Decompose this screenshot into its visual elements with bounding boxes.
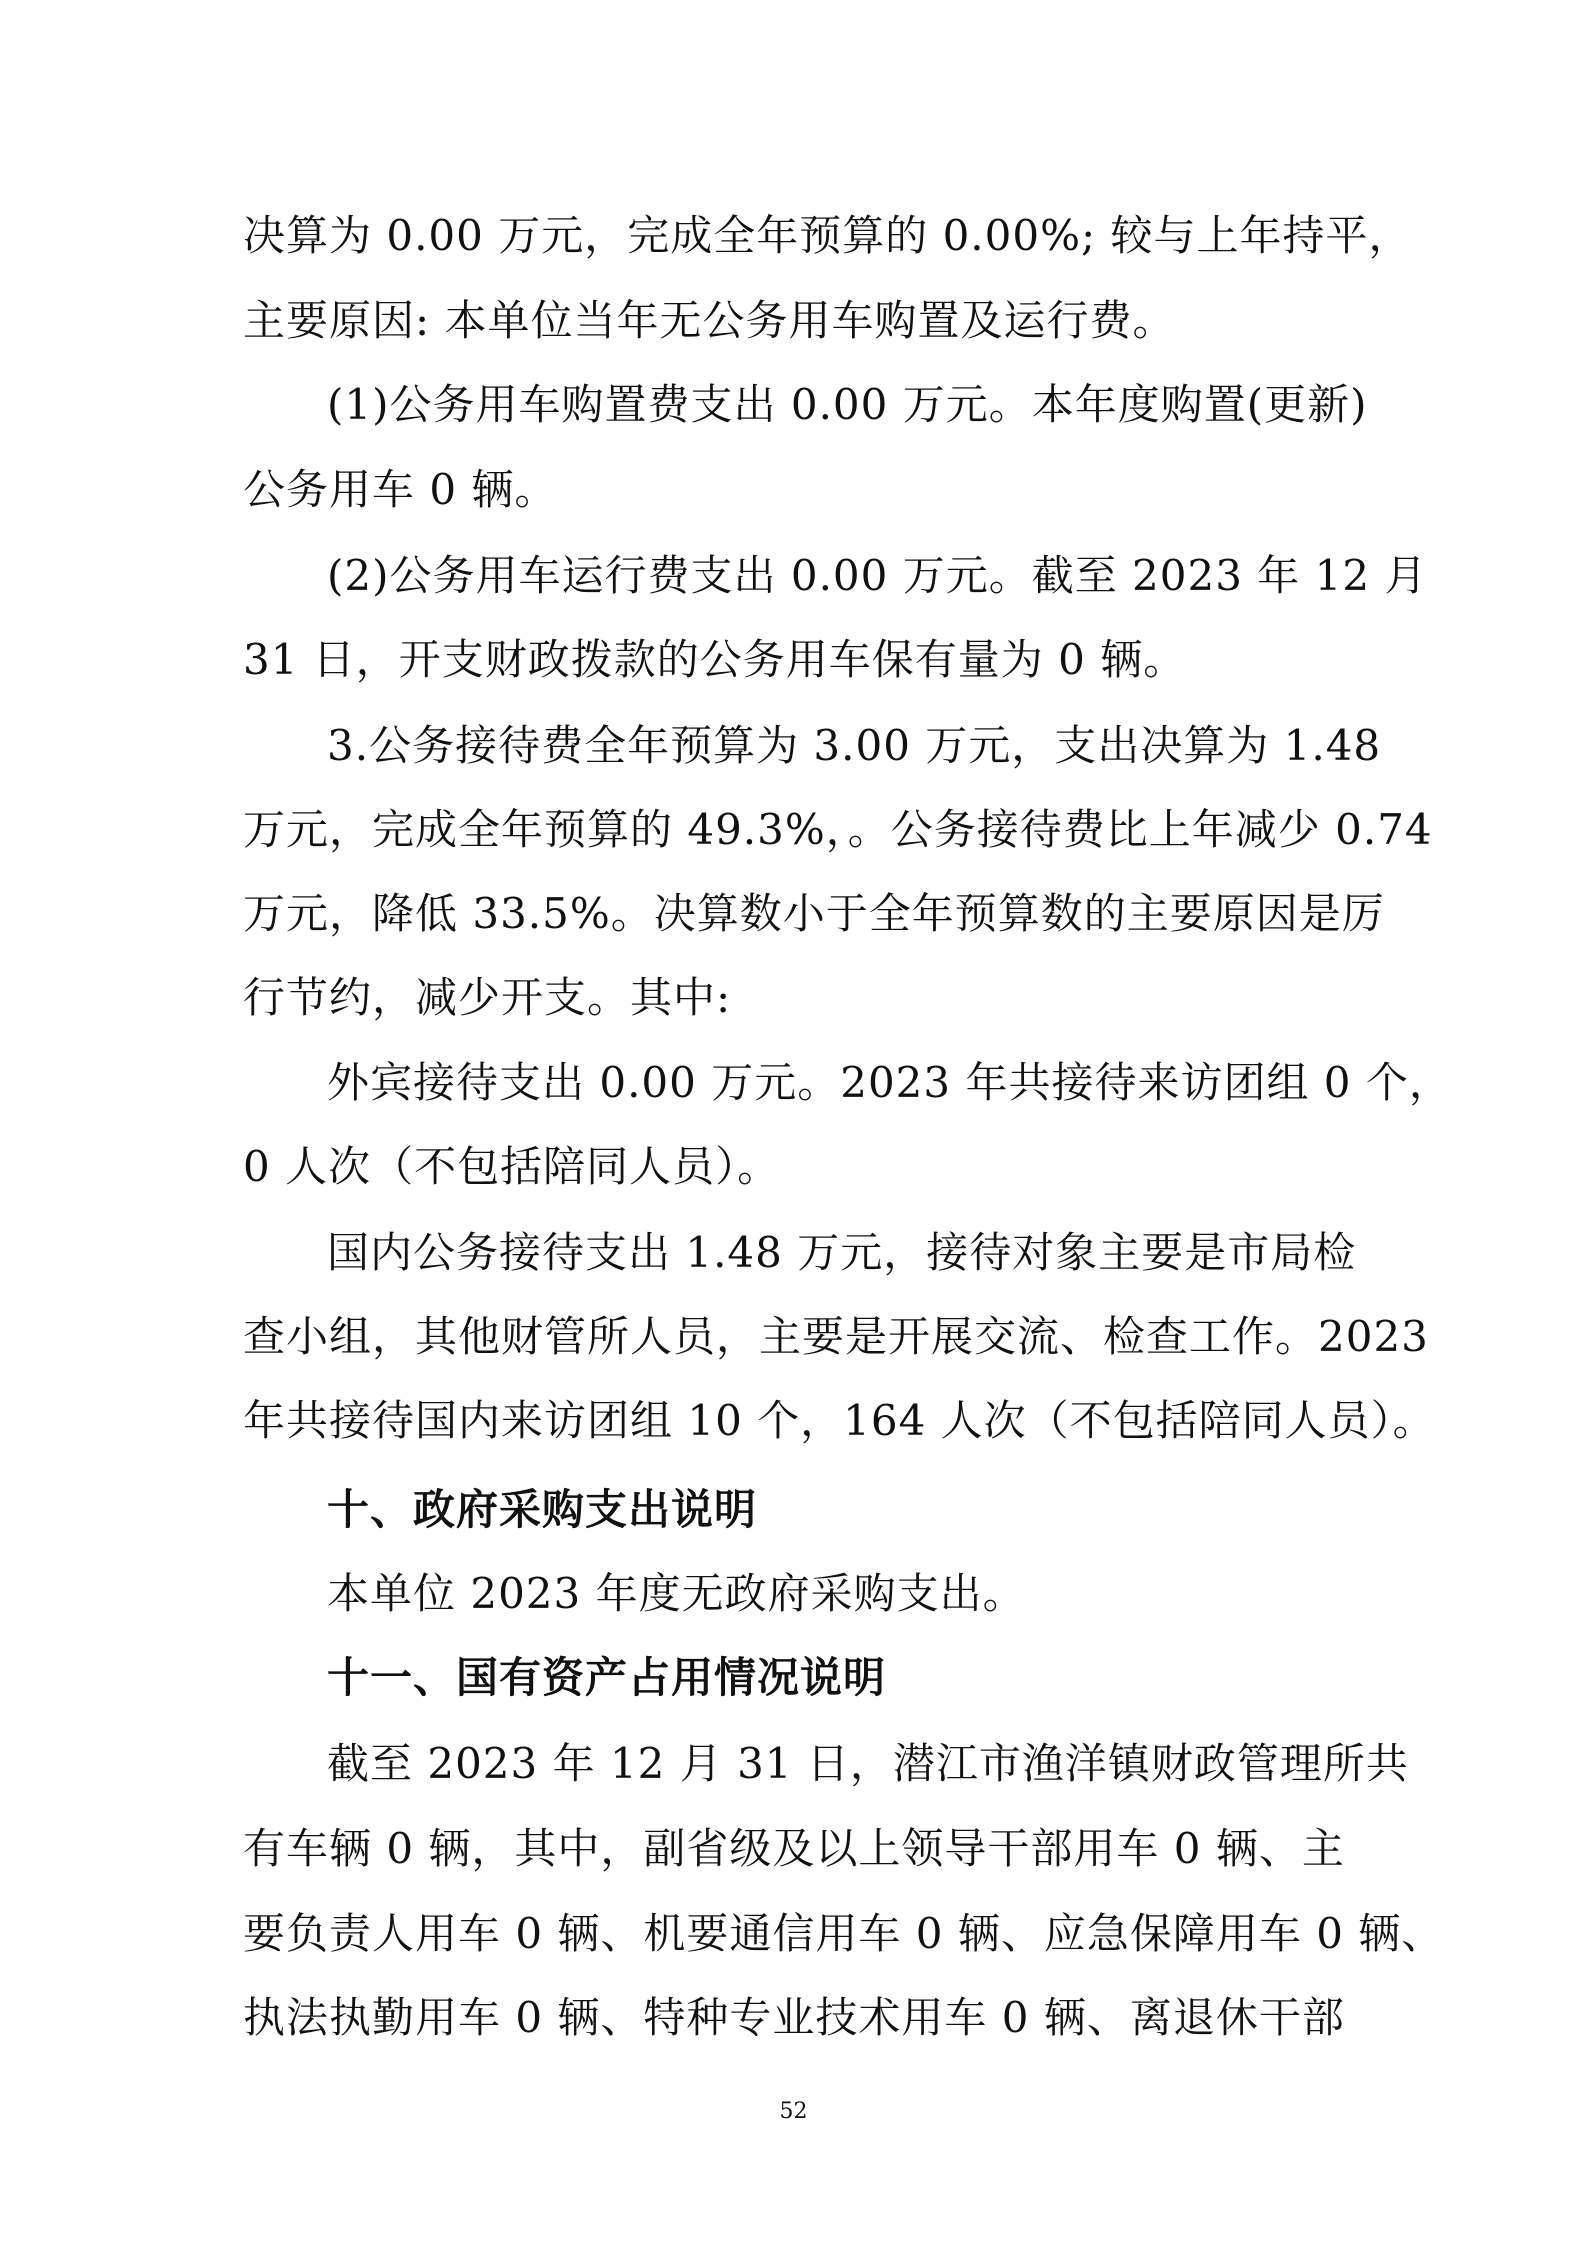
text-line-7: 3.公务接待费全年预算为 3.00 万元，支出决算为 1.48 [327,721,1382,770]
text-line-1: 决算为 0.00 万元，完成全年预算的 0.00%; 较与上年持平， [243,211,1412,260]
text-line-20: 有车辆 0 辆，其中，副省级及以上领导干部用车 0 辆、主 [243,1824,1345,1873]
text-line-19: 截至 2023 年 12 月 31 日，潜江市渔洋镇财政管理所共 [327,1739,1409,1788]
text-line-10: 行节约，减少开支。其中: [243,973,732,1022]
section-heading-11: 十一、国有资产占用情况说明 [327,1653,887,1702]
text-line-12: 0 人次（不包括陪同人员）。 [243,1142,781,1191]
text-line-5: (2)公务用车运行费支出 0.00 万元。截至 2023 年 12 月 [327,551,1428,600]
text-line-14: 查小组，其他财管所人员，主要是开展交流、检查工作。2023 [243,1312,1429,1361]
text-line-22: 执法执勤用车 0 辆、特种专业技术用车 0 辆、离退休干部 [243,1993,1345,2042]
text-line-2: 主要原因: 本单位当年无公务用车购置及运行费。 [243,296,1176,345]
text-line-6: 31 日，开支财政拨款的公务用车保有量为 0 辆。 [243,635,1187,684]
text-line-9: 万元，降低 33.5%。决算数小于全年预算数的主要原因是厉 [243,889,1385,938]
page-number: 52 [779,2099,808,2124]
text-line-3: (1)公务用车购置费支出 0.00 万元。本年度购置(更新) [327,380,1368,429]
text-line-13: 国内公务接待支出 1.48 万元，接待对象主要是市局检 [327,1228,1357,1277]
text-line-4: 公务用车 0 辆。 [243,465,558,514]
text-line-8: 万元，完成全年预算的 49.3%，。公务接待费比上年减少 0.74 [243,805,1433,854]
text-line-21: 要负责人用车 0 辆、机要通信用车 0 辆、应急保障用车 0 辆、 [243,1909,1445,1958]
text-line-11: 外宾接待支出 0.00 万元。2023 年共接待来访团组 0 个， [327,1058,1452,1107]
text-line-17: 本单位 2023 年度无政府采购支出。 [327,1569,1026,1618]
section-heading-10: 十、政府采购支出说明 [327,1485,758,1534]
text-line-15: 年共接待国内来访团组 10 个，164 人次（不包括陪同人员）。 [243,1396,1436,1445]
